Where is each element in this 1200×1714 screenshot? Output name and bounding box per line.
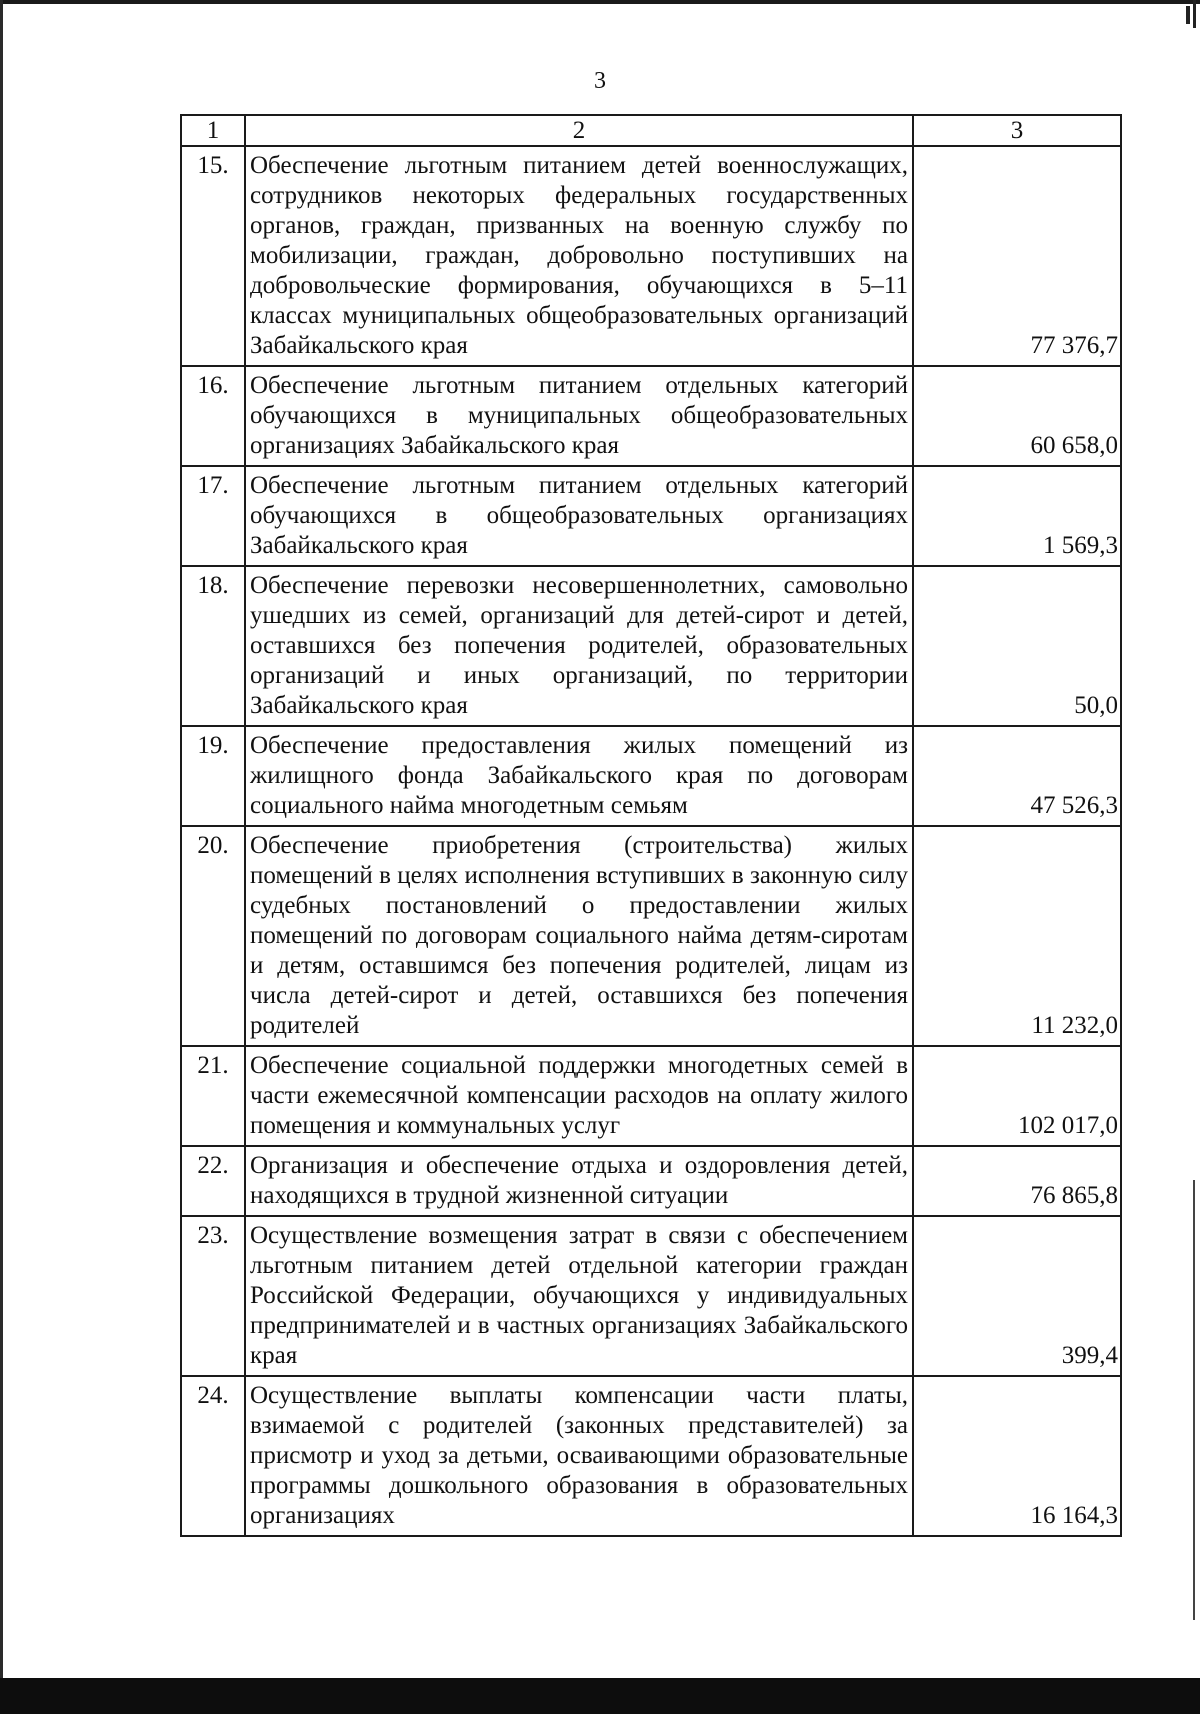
row-number: 15. <box>181 146 245 366</box>
row-description: Осуществление возмещения затрат в связи с обеспечением льготным питанием детей отдельной категории граждан Российской Федерации, обучающихся у индивидуальных предпринимателей и в частных организациях Забайкальского края <box>245 1216 913 1376</box>
row-number: 20. <box>181 826 245 1046</box>
row-amount: 102 017,0 <box>913 1046 1121 1146</box>
header-col-1: 1 <box>181 115 245 146</box>
row-description: Обеспечение предоставления жилых помещений из жилищного фонда Забайкальского края по договорам социального найма многодетным семьям <box>245 726 913 826</box>
row-number: 16. <box>181 366 245 466</box>
row-amount: 47 526,3 <box>913 726 1121 826</box>
row-amount: 1 569,3 <box>913 466 1121 566</box>
table-row <box>181 466 1121 566</box>
scan-line-right <box>1193 1180 1195 1620</box>
row-description: Обеспечение льготным питанием отдельных категорий обучающихся в муниципальных общеобразовательных организациях Забайкальского края <box>245 366 913 466</box>
row-number: 24. <box>181 1376 245 1536</box>
row-number: 17. <box>181 466 245 566</box>
scan-border-top <box>0 0 1200 4</box>
row-description: Обеспечение социальной поддержки многодетных семей в части ежемесячной компенсации расходов на оплату жилого помещения и коммунальных услуг <box>245 1046 913 1146</box>
row-amount: 16 164,3 <box>913 1376 1121 1536</box>
table-row <box>181 826 1121 1046</box>
header-col-3: 3 <box>913 115 1121 146</box>
row-amount: 77 376,7 <box>913 146 1121 366</box>
row-description: Осуществление выплаты компенсации части платы, взимаемой с родителей (законных представителей) за присмотр и уход за детьми, осваивающими образовательные программы дошкольного образования в образовательных организациях <box>245 1376 913 1536</box>
row-number: 22. <box>181 1146 245 1216</box>
row-description: Обеспечение льготным питанием детей военнослужащих, сотрудников некоторых федеральных государственных органов, граждан, призванных на военную службу по мобилизации, граждан, добровольно поступивших на добровольческие формирования, обучающихся в 5–11 классах муниципальных общеобразовательных организаций Забайкальского края <box>245 146 913 366</box>
scan-border-bottom <box>0 1678 1200 1714</box>
row-description: Обеспечение приобретения (строительства) жилых помещений в целях исполнения вступивших в законную силу судебных постановлений о предоставлении жилых помещений по договорам социального найма детям-сиротам и детям, оставшимся без попечения родителей, лицам из числа детей-сирот и детей, оставшихся без попечения родителей <box>245 826 913 1046</box>
row-number: 19. <box>181 726 245 826</box>
row-amount: 399,4 <box>913 1216 1121 1376</box>
table-row <box>181 1216 1121 1376</box>
table-row <box>181 366 1121 466</box>
table-row <box>181 1376 1121 1536</box>
row-description: Обеспечение перевозки несовершеннолетних, самовольно ушедших из семей, организаций для детей-сирот и детей, оставшихся без попечения родителей, образовательных организаций и иных организаций, по территории Забайкальского края <box>245 566 913 726</box>
table-row <box>181 1046 1121 1146</box>
row-amount: 11 232,0 <box>913 826 1121 1046</box>
row-amount: 60 658,0 <box>913 366 1121 466</box>
scan-border-left <box>0 0 3 1714</box>
scan-mark-right <box>1186 6 1190 24</box>
scan-mark-right-2 <box>1193 0 1196 28</box>
table-row <box>181 566 1121 726</box>
row-number: 18. <box>181 566 245 726</box>
row-amount: 76 865,8 <box>913 1146 1121 1216</box>
table-row <box>181 146 1121 366</box>
table-header-row <box>181 115 1121 146</box>
table-row <box>181 1146 1121 1216</box>
row-number: 21. <box>181 1046 245 1146</box>
row-number: 23. <box>181 1216 245 1376</box>
row-amount: 50,0 <box>913 566 1121 726</box>
budget-table <box>180 114 1122 1537</box>
table-row <box>181 726 1121 826</box>
page-number: 3 <box>594 68 606 94</box>
header-col-2: 2 <box>245 115 913 146</box>
row-description: Обеспечение льготным питанием отдельных категорий обучающихся в общеобразовательных организациях Забайкальского края <box>245 466 913 566</box>
row-description: Организация и обеспечение отдыха и оздоровления детей, находящихся в трудной жизненной ситуации <box>245 1146 913 1216</box>
